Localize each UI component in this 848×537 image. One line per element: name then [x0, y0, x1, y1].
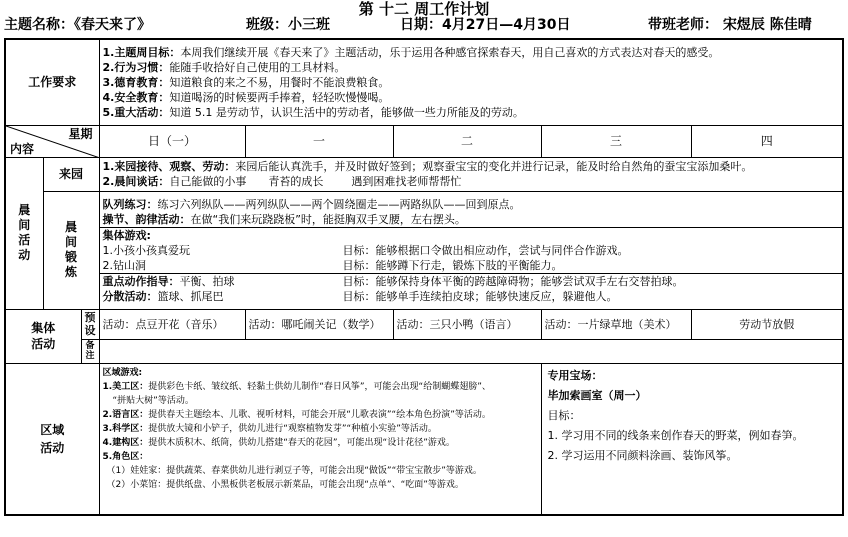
note-label: 备注	[81, 339, 99, 363]
exercise-content: 队列练习：练习六列纵队——两列纵队——两个圆绕圈走——两路纵队——回到原点。 操节、韵律活动：在做“我们来玩跷跷板”时，能挺胸双手叉腰，左右摆头。 集体游戏: 1.小孩小孩真爱玩 目标：能够根据口令做出相应动作，尝试与同伴合作游戏。 2.钻山洞 目标：能够蹲下行走，锻炼下肢的平衡能力。 重点动作指导：平衡、拍球 目标：能够保持身体平衡的跨越障碍物；能够尝试双手左右交替拍球。 分散活动：篮球、抓尾巴 目标：能够单手连续拍皮球；能够快速反应，躲避他人。	[99, 191, 843, 309]
work-requirements-label: 工作要求	[5, 39, 99, 125]
group-activity-label: 集体活动	[5, 309, 81, 363]
activity-fri: 劳动节放假	[691, 309, 843, 339]
note-content	[99, 339, 843, 363]
preset-label: 预设	[81, 309, 99, 339]
teachers: 带班老师： 宋煜辰 陈佳晴	[648, 17, 812, 33]
work-requirements: 1.主题周目标：本周我们继续开展《春天来了》主题活动，乐于运用各种感官探索春天，用自己喜欢的方式表达对春天的感受。 2.行为习惯：能随手收拾好自己使用的工具材料。 3.德育教育：知道粮食的来之不易，用餐时不能浪费粮食。 4.安全教育：知道喝汤的时候要两手捧着，轻轻吹慢慢喝。 5.重大活动：知道 5.1 是劳动节，认识生活中的劳动者，能够做一些力所能及的劳动。	[99, 39, 843, 125]
day-mon: 日（一）	[99, 125, 245, 157]
plan-table	[4, 38, 844, 516]
class-name: 班级：小三班	[246, 17, 330, 33]
day-tue: 一	[245, 125, 393, 157]
area-activity-label: 区域活动	[5, 363, 99, 515]
theme-name: 主题名称：《春天来了》	[4, 17, 151, 33]
activity-tue: 活动：哪吒闹关记（数学）	[245, 309, 393, 339]
day-fri: 四	[691, 125, 843, 157]
exercise-label: 晨间锻炼	[43, 191, 99, 309]
arrival-label: 来园	[43, 157, 99, 191]
day-wed: 二	[393, 125, 541, 157]
arrival-content: 1.来园接待、观察、劳动：来园后能认真洗手，并及时做好签到；观察蚕宝宝的变化并进行记录，能及时给自然角的蚕宝宝添加桑叶。 2.晨间谈话：自己能做的小事 青苔的成长 遇到困难找老师帮帮忙	[99, 157, 843, 191]
special-room: 专用宝场： 毕加索画室（周一） 目标： 1. 学习用不同的线条来创作春天的野菜，例如春笋。 2. 学习运用不同颜料涂画、装饰风筝。	[541, 363, 843, 515]
activity-thu: 活动：一片绿草地（美术）	[541, 309, 691, 339]
morning-label: 晨间活动	[5, 157, 43, 309]
activity-mon: 活动：点豆开花（音乐）	[99, 309, 245, 339]
activity-wed: 活动：三只小鸭（语言）	[393, 309, 541, 339]
week-content-header	[5, 125, 99, 157]
content-label: 内容	[10, 141, 35, 156]
star-label: 星期	[68, 126, 93, 141]
area-games: 区域游戏: 1.美工区：提供彩色卡纸、皱纹纸、轻黏土供幼儿制作“春日风筝”，可能会出现“给制蝴蝶翅膀”、 “拼贴大树”等活动。 2.语言区：提供春天主题绘本、儿歌、视听材料，可能会开展“儿歌表演”“绘本角色扮演”等活动。 3.科学区：提供放大镜和小铲子，供幼儿进行“观察植物发芽”“种植小实验”等活动。 4.建构区：提供木质积木、纸筒，供幼儿搭建“春天的花园”，可能出现“设计花径”游戏。 5.角色区： （1）娃娃家：提供蔬菜、春菜供幼儿进行剥豆子等，可能会出现“做饭”“带宝宝散步”等游戏。 （2）小菜馆：提供纸盘、小黑板供老板展示新菜品，可能会出现“点单”、“吃面”等游戏。	[99, 363, 541, 515]
day-thu: 三	[541, 125, 691, 157]
page-title: 第 十二 周工作计划	[358, 0, 490, 18]
date-range: 日期：4月27日—4月30日	[400, 17, 571, 33]
